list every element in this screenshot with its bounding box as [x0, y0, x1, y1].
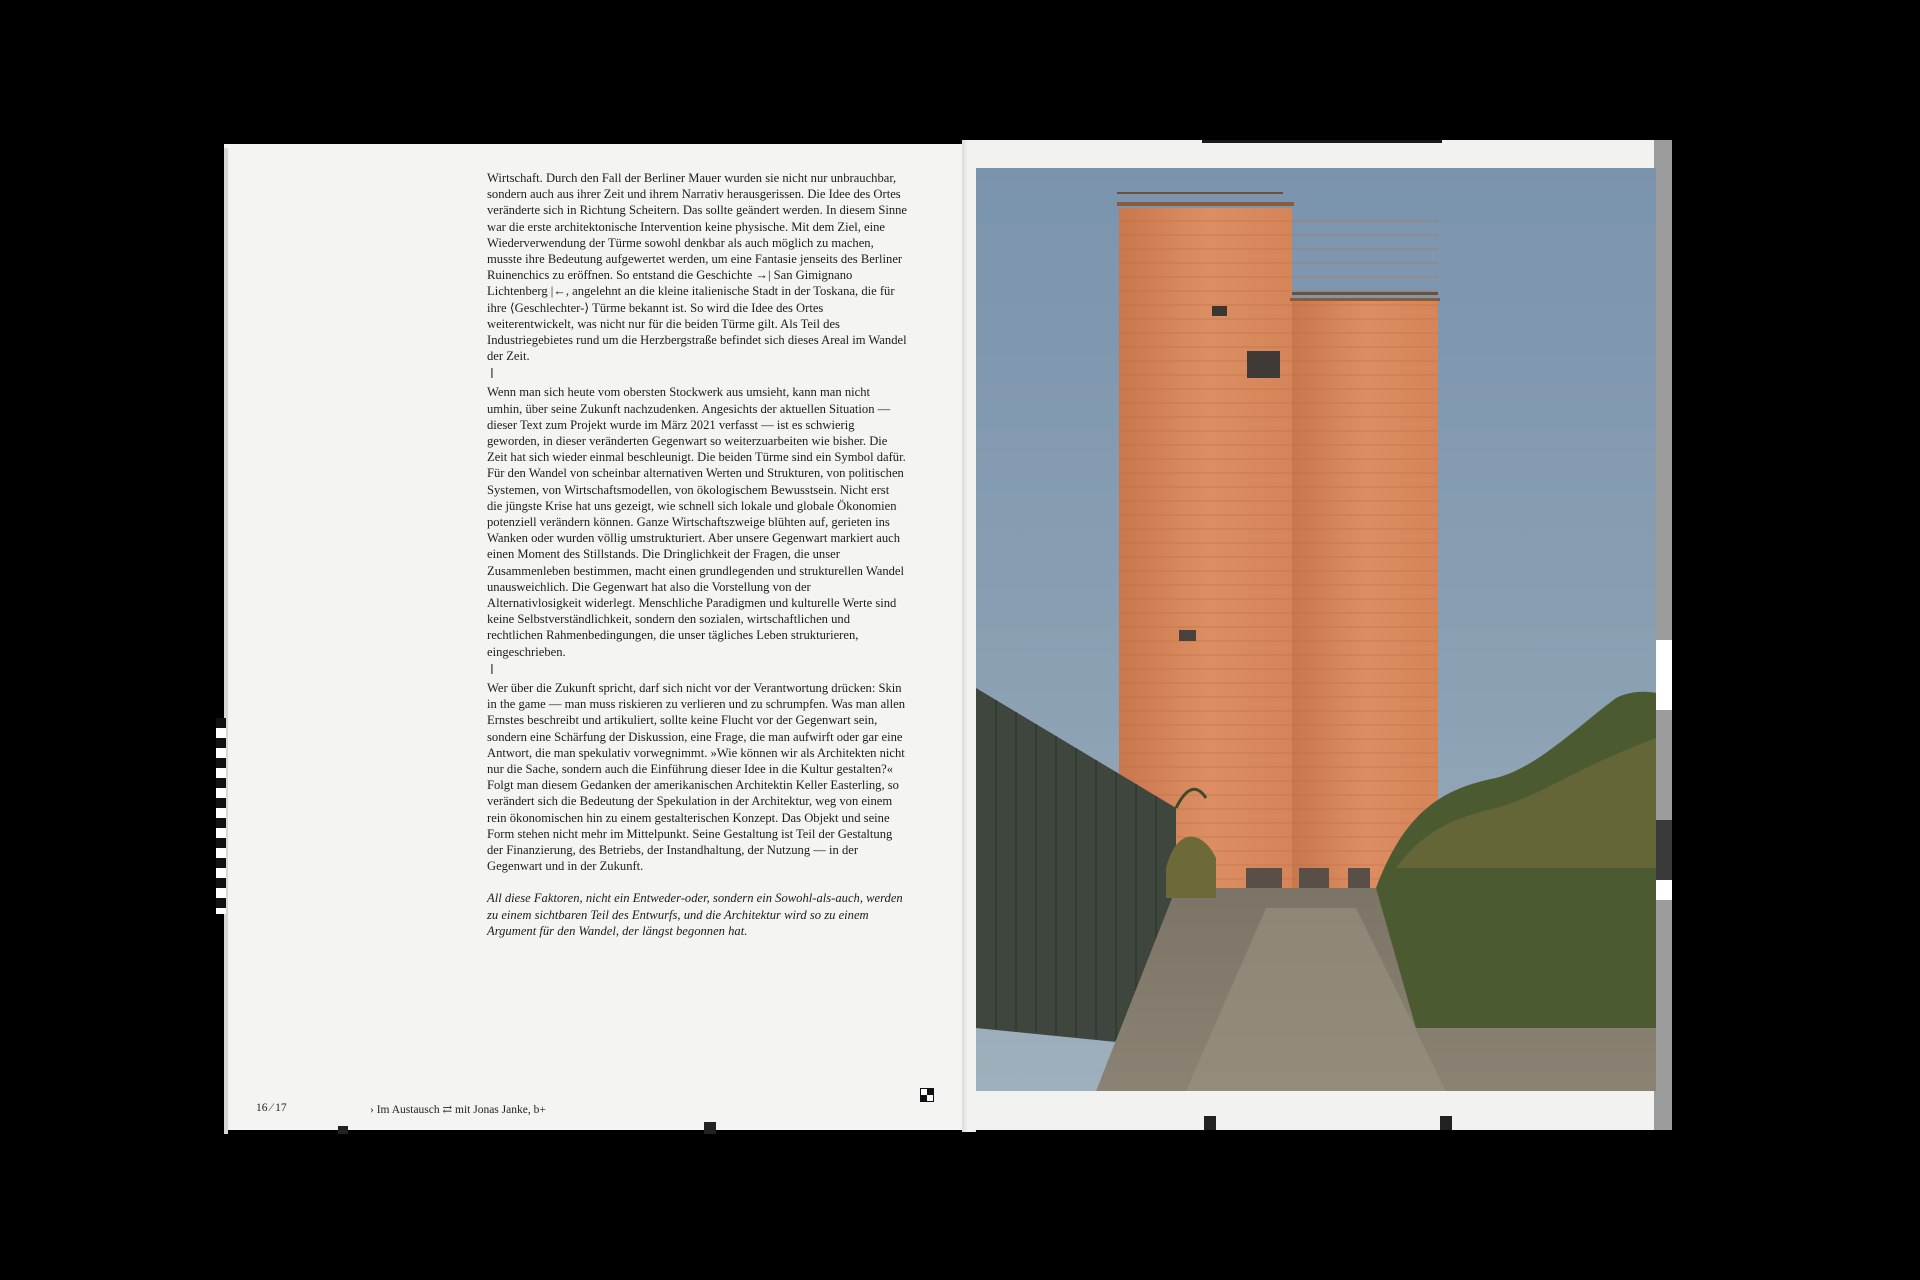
magazine-spread — [224, 140, 1702, 1132]
text-cursor-icon: I — [490, 662, 494, 678]
left-page — [224, 144, 966, 1130]
paragraph-1: Wirtschaft. Durch den Fall der Berliner Mauer wurden sie nicht nur unbrauchbar, sondern auch aus ihrer Zeit und ihrem Narrativ herausgerissen. Die Idee des Ortes veränderte sich in Richtung Scheitern. Das sollte geändert werden. In diesem Sinne war die erste architektonische Intervention keine physische. Mit dem Ziel, eine Wiederverwendung der Türme sowohl denkbar als auch möglich zu machen, musste ihre Bedeutung aufgewertet werden, um eine Fantasie jenseits des Berliner Ruinenchics zu eröffnen. So entstand die Geschichte →| San Gimignano Lichtenberg |←, angelehnt an die kleine italienische Stadt in der Toskana, die für ihre ⟨Geschlechter-⟩ Türme bekannt ist. So wird die Idee des Ortes weiterentwickelt, was nicht nur für die beiden Türme gilt. Als Teil des Industriegebietes rund um die Herzbergstraße befindet sich dieses Areal im Wandel der Zeit. — [487, 171, 908, 364]
text-cursor-icon: I — [490, 367, 494, 383]
top-edge-mark — [1202, 140, 1442, 143]
photo-tower — [976, 168, 1656, 1091]
running-head: › Im Austausch ⇄ mit Jonas Janke, b+ — [370, 1104, 546, 1116]
paragraph-4-italic: All diese Faktoren, nicht ein Entweder-oder, sondern ein Sowohl-als-auch, werden zu einem sichtbaren Teil des Entwurfs, und die Architektur wird so zu einem Argument für den Wandel, der längst begonnen hat. — [487, 891, 903, 938]
thumb-tab — [338, 1126, 348, 1134]
paragraph-3: Wer über die Zukunft spricht, darf sich nicht vor der Verantwortung drücken: Skin in the game — man muss riskieren zu verlieren und zu schrumpfen. Was man allen Ernstes beschreibt und artikuliert, sollte keine Flucht vor der Gegenwart sein, sondern eine Schärfung der Diskussion, eine Frage, die man aufwirft oder gar eine Antwort, die man spekulativ vorwegnimmt. »Wie können wir als Architekten nicht nur die Sache, sondern auch die Einführung dieser Idee in die Kultur gestalten?« Folgt man diesem Gedanken der amerikanischen Architektin Keller Easterling, so verändert sich die Bedeutung der Spekulation in der Architektur, weg von einem rein ökonomischen hin zu einem gestalterischen Konzept. Das Objekt und seine Form stehen nicht mehr im Mittelpunkt. Seine Gestaltung ist Teil der Gestaltung der Finanzierung, des Betriebs, der Instandhaltung, der Nutzung — in der Gegenwart und in der Zukunft. — [487, 680, 906, 874]
page-edge — [224, 148, 228, 1134]
edge-register-marks — [216, 718, 226, 914]
checker-mark-icon — [920, 1088, 934, 1102]
right-edge-tabs — [1654, 140, 1672, 1130]
thumb-tab — [1204, 1116, 1216, 1130]
tower-photograph — [976, 168, 1656, 1091]
paragraph-2: Wenn man sich heute vom obersten Stockwerk aus umsieht, kann man nicht umhin, über seine Zukunft nachzudenken. Angesichts der aktuellen Situation — dieser Text zum Projekt wurde im März 2021 verfasst — ist es schwierig geworden, in dieser veränderten Gegenwart so weiterzuarbeiten wie bisher. Die Zeit hat sich wieder einmal beschleunigt. Die beiden Türme sind ein Symbol dafür. Für den Wandel von scheinbar alternativen Werten und Strukturen, von politischen Systemen, von Wirtschaftsmodellen, von ökologischem Bewusstsein. Nicht erst die jüngste Krise hat uns gezeigt, wie schnell sich lokale und globale Ökonomien potenziell verändern können. Ganze Wirtschaftszweige blühten auf, gerieten ins Wanken oder wurden völlig umstrukturiert. Aber unsere Gegenwart markiert auch einen Moment des Stillstands. Die Dringlichkeit der Fragen, die unser Zusammenleben bestimmen, macht einen grundlegenden und strukturellen Wandel unausweichlich. Die Gegenwart hat also die Vorstellung von der Alternativlosigkeit widerlegt. Menschliche Paradigmen und kulturelle Werte sind keine Selbstverständlichkeit, sondern den sozialen, wirtschaftlichen und rechtlichen Rahmenbedingungen, die unser tägliches Leben strukturieren, eingeschrieben. — [487, 385, 906, 659]
article-body — [487, 170, 907, 955]
page-number: 16 ⁄ 17 — [256, 1102, 287, 1114]
thumb-tab — [1440, 1116, 1452, 1130]
thumb-tab — [704, 1122, 716, 1134]
